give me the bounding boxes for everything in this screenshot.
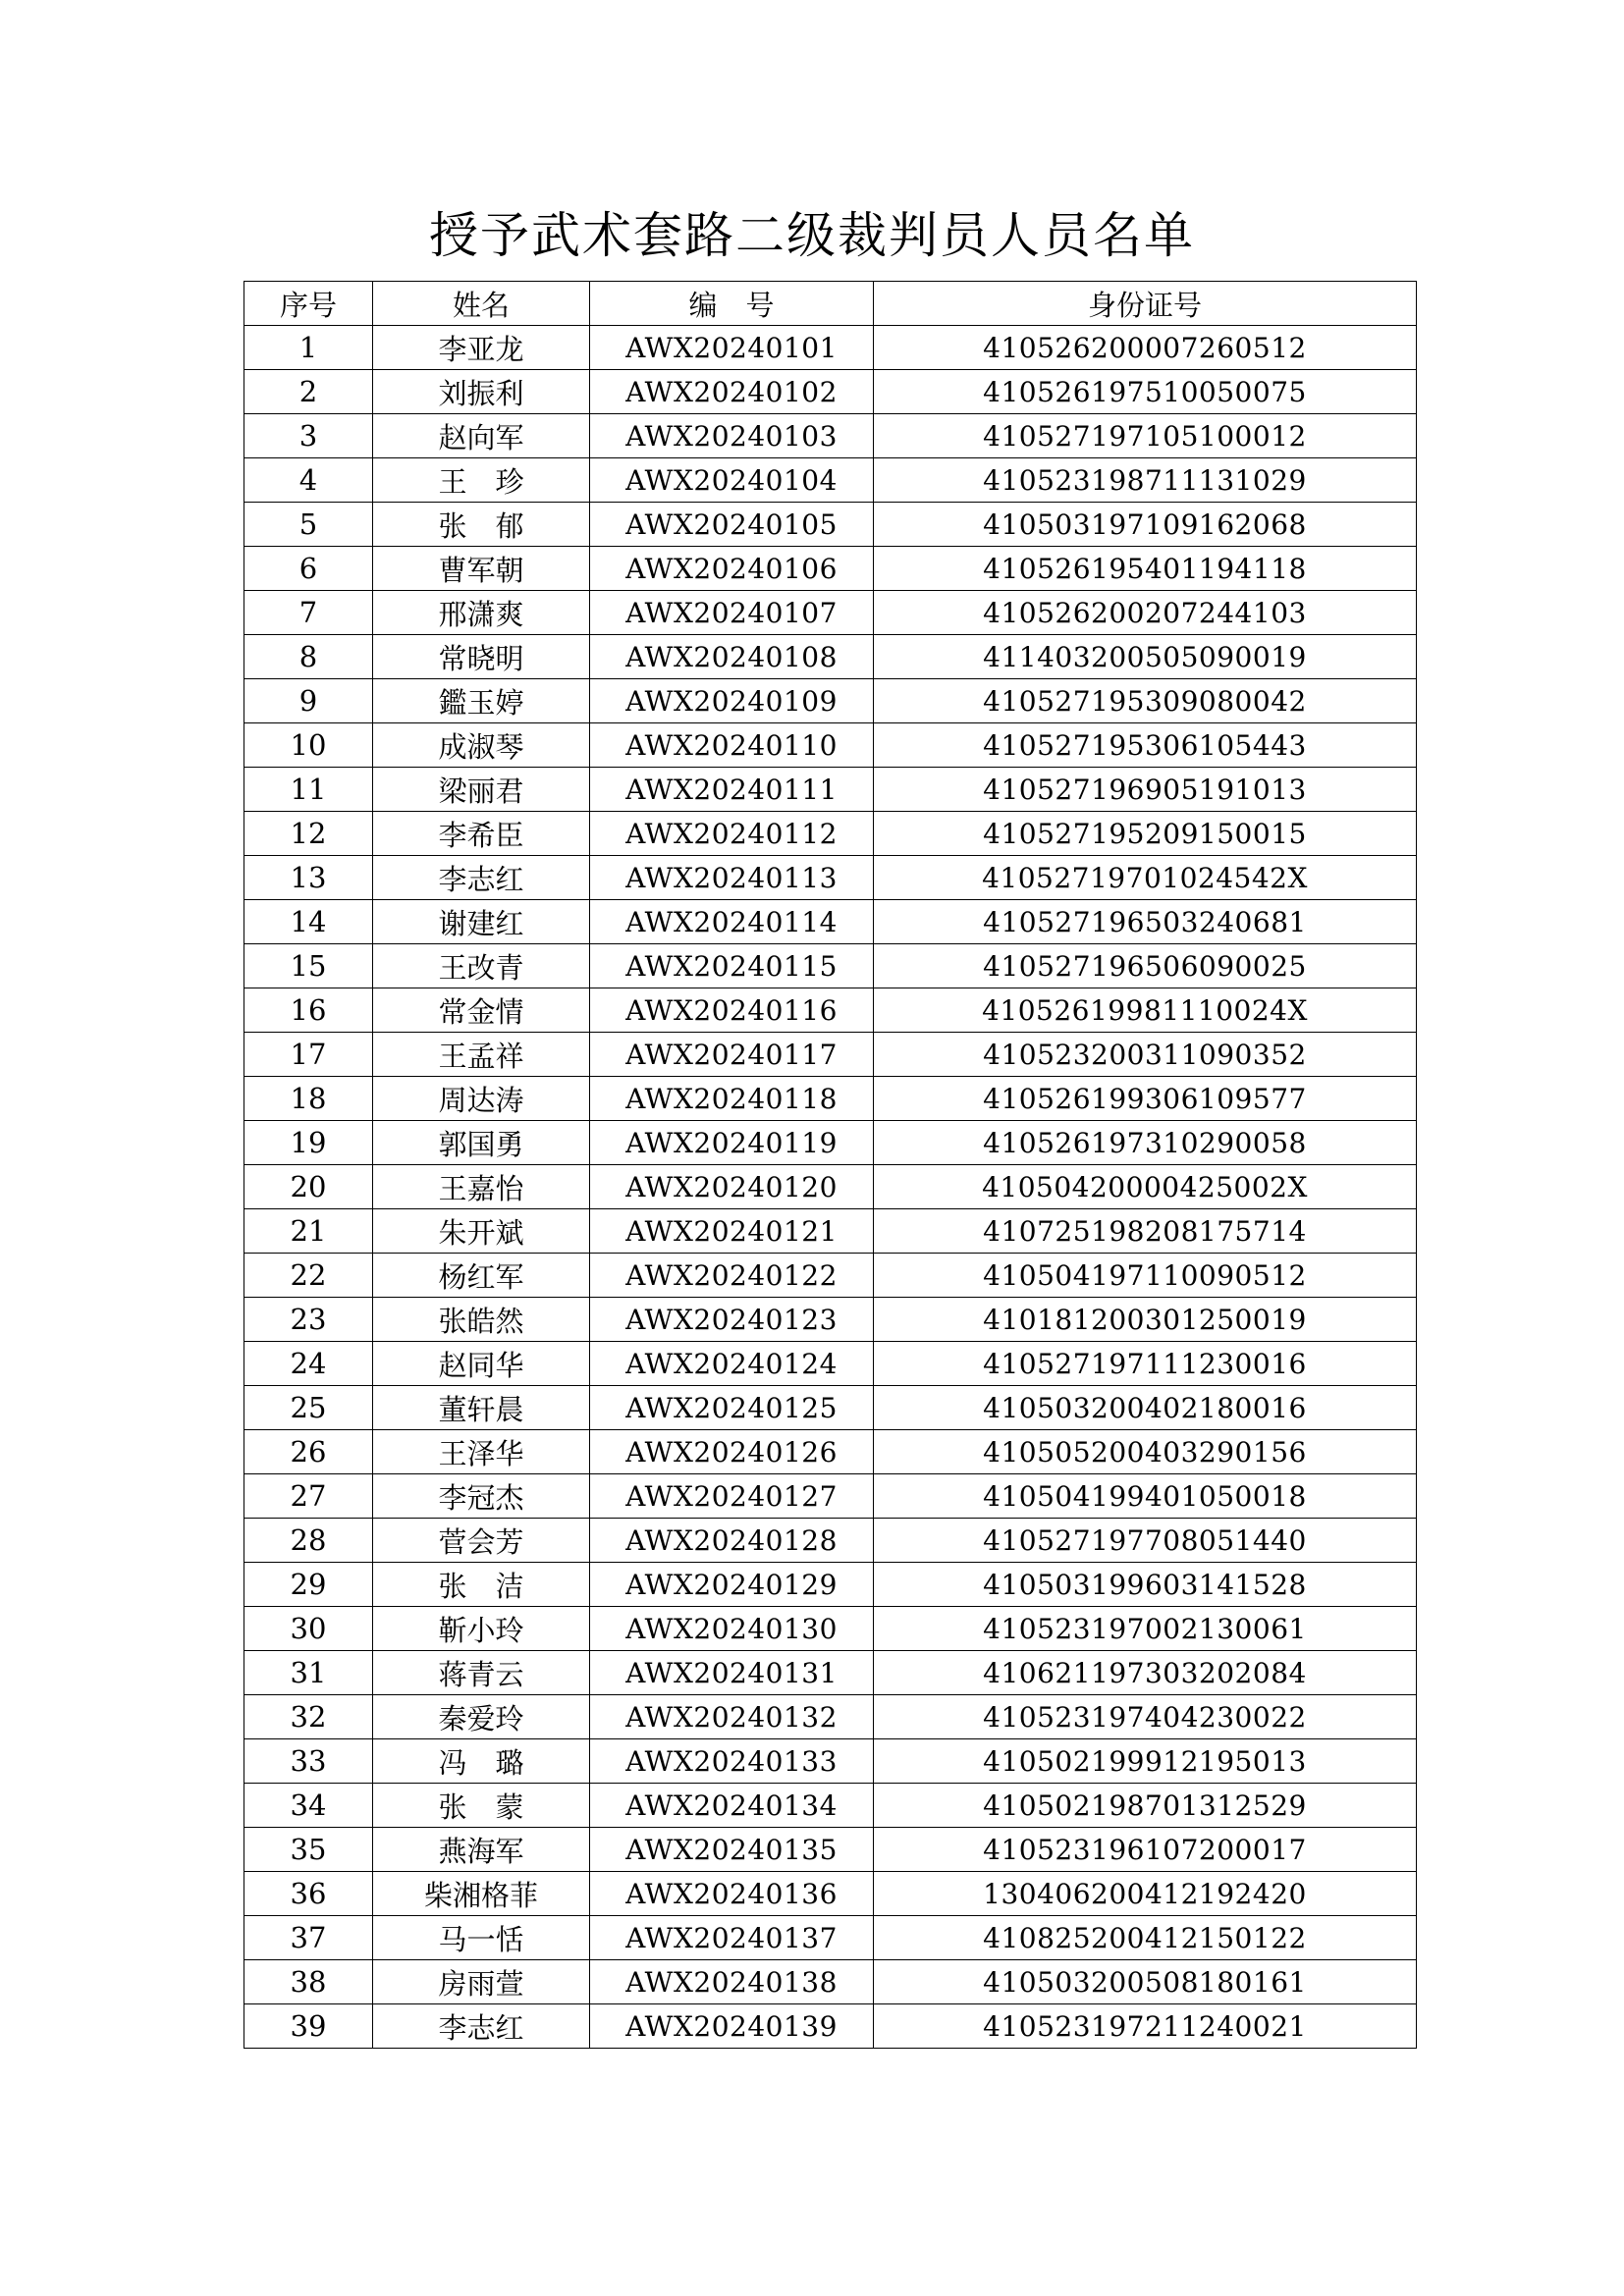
code-cell: AWX20240103 [590,414,874,458]
name-cell: 杨红军 [373,1254,590,1298]
code-cell: AWX20240121 [590,1209,874,1254]
name-cell: 李亚龙 [373,326,590,370]
id-cell: 410523196107200017 [874,1828,1417,1872]
seq-cell: 8 [244,635,373,679]
seq-cell: 28 [244,1519,373,1563]
id-cell: 410527195209150015 [874,812,1417,856]
name-cell: 周达涛 [373,1077,590,1121]
code-cell: AWX20240125 [590,1386,874,1430]
seq-cell: 20 [244,1165,373,1209]
seq-cell: 14 [244,900,373,944]
seq-cell: 7 [244,591,373,635]
code-cell: AWX20240139 [590,2004,874,2049]
code-cell: AWX20240117 [590,1033,874,1077]
name-cell: 菅会芳 [373,1519,590,1563]
id-cell: 410527197111230016 [874,1342,1417,1386]
table-row [244,326,1417,370]
table-row [244,1916,1417,1960]
table-row [244,2004,1417,2049]
id-cell: 410526195401194118 [874,547,1417,591]
id-cell: 410504197110090512 [874,1254,1417,1298]
code-cell: AWX20240134 [590,1784,874,1828]
code-cell: AWX20240118 [590,1077,874,1121]
seq-cell: 4 [244,458,373,503]
name-cell: 郭国勇 [373,1121,590,1165]
code-cell: AWX20240104 [590,458,874,503]
id-cell: 410526197510050075 [874,370,1417,414]
code-cell: AWX20240115 [590,944,874,988]
code-cell: AWX20240116 [590,988,874,1033]
name-cell: 常金情 [373,988,590,1033]
id-cell: 410527195309080042 [874,679,1417,723]
code-cell: AWX20240110 [590,723,874,768]
seq-cell: 5 [244,503,373,547]
code-cell: AWX20240137 [590,1916,874,1960]
table-row [244,414,1417,458]
id-cell: 410502198701312529 [874,1784,1417,1828]
code-cell: AWX20240106 [590,547,874,591]
table-row [244,1165,1417,1209]
code-cell: AWX20240112 [590,812,874,856]
code-cell: AWX20240126 [590,1430,874,1474]
name-cell: 李希臣 [373,812,590,856]
seq-cell: 16 [244,988,373,1033]
id-cell: 41052619981110024X [874,988,1417,1033]
seq-cell: 39 [244,2004,373,2049]
seq-cell: 17 [244,1033,373,1077]
seq-cell: 37 [244,1916,373,1960]
id-cell: 410725198208175714 [874,1209,1417,1254]
id-cell: 130406200412192420 [874,1872,1417,1916]
name-cell: 常晓明 [373,635,590,679]
id-cell: 410526197310290058 [874,1121,1417,1165]
name-cell: 朱开斌 [373,1209,590,1254]
name-cell: 王嘉怡 [373,1165,590,1209]
id-cell: 410502199912195013 [874,1739,1417,1784]
header-code: 编 号 [590,282,874,326]
id-cell: 410526200207244103 [874,591,1417,635]
table-row [244,1519,1417,1563]
name-cell: 鑑玉婷 [373,679,590,723]
code-cell: AWX20240108 [590,635,874,679]
id-cell: 410526199306109577 [874,1077,1417,1121]
code-cell: AWX20240128 [590,1519,874,1563]
table-row [244,900,1417,944]
id-cell: 41052719701024542X [874,856,1417,900]
name-cell: 燕海军 [373,1828,590,1872]
name-cell: 王改青 [373,944,590,988]
seq-cell: 29 [244,1563,373,1607]
name-cell: 靳小玲 [373,1607,590,1651]
id-cell: 410527195306105443 [874,723,1417,768]
header-seq: 序号 [244,282,373,326]
code-cell: AWX20240111 [590,768,874,812]
table-row [244,1651,1417,1695]
id-cell: 410526200007260512 [874,326,1417,370]
table-row [244,988,1417,1033]
table-row [244,1872,1417,1916]
name-cell: 董轩晨 [373,1386,590,1430]
id-cell: 410523200311090352 [874,1033,1417,1077]
name-cell: 赵向军 [373,414,590,458]
table-row [244,944,1417,988]
id-cell: 410527196503240681 [874,900,1417,944]
code-cell: AWX20240130 [590,1607,874,1651]
table-row [244,1121,1417,1165]
name-cell: 张 郁 [373,503,590,547]
name-cell: 柴湘格菲 [373,1872,590,1916]
table-row [244,370,1417,414]
code-cell: AWX20240129 [590,1563,874,1607]
seq-cell: 32 [244,1695,373,1739]
name-cell: 赵同华 [373,1342,590,1386]
id-cell: 410523198711131029 [874,458,1417,503]
code-cell: AWX20240109 [590,679,874,723]
id-cell: 410504199401050018 [874,1474,1417,1519]
name-cell: 蒋青云 [373,1651,590,1695]
code-cell: AWX20240102 [590,370,874,414]
table-row [244,1386,1417,1430]
table-row [244,1254,1417,1298]
table-row [244,812,1417,856]
id-cell: 410527197708051440 [874,1519,1417,1563]
seq-cell: 21 [244,1209,373,1254]
name-cell: 秦爱玲 [373,1695,590,1739]
code-cell: AWX20240135 [590,1828,874,1872]
id-cell: 411403200505090019 [874,635,1417,679]
name-cell: 李冠杰 [373,1474,590,1519]
code-cell: AWX20240101 [590,326,874,370]
table-row [244,1607,1417,1651]
name-cell: 李志红 [373,856,590,900]
code-cell: AWX20240107 [590,591,874,635]
name-cell: 谢建红 [373,900,590,944]
referee-roster-table [244,281,1417,2049]
name-cell: 邢潇爽 [373,591,590,635]
code-cell: AWX20240132 [590,1695,874,1739]
seq-cell: 22 [244,1254,373,1298]
seq-cell: 34 [244,1784,373,1828]
name-cell: 梁丽君 [373,768,590,812]
id-cell: 41050420000425002X [874,1165,1417,1209]
seq-cell: 1 [244,326,373,370]
id-cell: 410621197303202084 [874,1651,1417,1695]
table-row [244,1828,1417,1872]
name-cell: 张皓然 [373,1298,590,1342]
id-cell: 410523197002130061 [874,1607,1417,1651]
seq-cell: 38 [244,1960,373,2004]
seq-cell: 12 [244,812,373,856]
seq-cell: 10 [244,723,373,768]
id-cell: 410503197109162068 [874,503,1417,547]
code-cell: AWX20240120 [590,1165,874,1209]
name-cell: 王泽华 [373,1430,590,1474]
code-cell: AWX20240131 [590,1651,874,1695]
id-cell: 410503199603141528 [874,1563,1417,1607]
table-row [244,1298,1417,1342]
id-cell: 410825200412150122 [874,1916,1417,1960]
id-cell: 410523197404230022 [874,1695,1417,1739]
table-row [244,679,1417,723]
table-row [244,1960,1417,2004]
table-row [244,856,1417,900]
id-cell: 410523197211240021 [874,2004,1417,2049]
table-row [244,723,1417,768]
id-cell: 410527196905191013 [874,768,1417,812]
seq-cell: 27 [244,1474,373,1519]
name-cell: 冯 璐 [373,1739,590,1784]
code-cell: AWX20240123 [590,1298,874,1342]
id-cell: 410503200508180161 [874,1960,1417,2004]
id-cell: 410503200402180016 [874,1386,1417,1430]
seq-cell: 24 [244,1342,373,1386]
name-cell: 成淑琴 [373,723,590,768]
seq-cell: 23 [244,1298,373,1342]
code-cell: AWX20240127 [590,1474,874,1519]
table-body [244,326,1417,2049]
name-cell: 马一恬 [373,1916,590,1960]
code-cell: AWX20240138 [590,1960,874,2004]
name-cell: 曹军朝 [373,547,590,591]
name-cell: 张 蒙 [373,1784,590,1828]
seq-cell: 6 [244,547,373,591]
id-cell: 410527197105100012 [874,414,1417,458]
table-row [244,1784,1417,1828]
table-row [244,1739,1417,1784]
code-cell: AWX20240136 [590,1872,874,1916]
seq-cell: 36 [244,1872,373,1916]
table-row [244,547,1417,591]
code-cell: AWX20240122 [590,1254,874,1298]
id-cell: 410527196506090025 [874,944,1417,988]
page-title: 授予武术套路二级裁判员人员名单 [429,207,1195,264]
table-row [244,1695,1417,1739]
header-name: 姓名 [373,282,590,326]
seq-cell: 2 [244,370,373,414]
seq-cell: 33 [244,1739,373,1784]
header-id-number: 身份证号 [874,282,1417,326]
table-row [244,591,1417,635]
code-cell: AWX20240124 [590,1342,874,1386]
seq-cell: 11 [244,768,373,812]
code-cell: AWX20240119 [590,1121,874,1165]
code-cell: AWX20240133 [590,1739,874,1784]
table-row [244,635,1417,679]
table-row [244,768,1417,812]
table-row [244,1077,1417,1121]
code-cell: AWX20240105 [590,503,874,547]
seq-cell: 25 [244,1386,373,1430]
seq-cell: 9 [244,679,373,723]
code-cell: AWX20240114 [590,900,874,944]
name-cell: 刘振利 [373,370,590,414]
seq-cell: 31 [244,1651,373,1695]
table-row [244,503,1417,547]
table-row [244,1563,1417,1607]
code-cell: AWX20240113 [590,856,874,900]
seq-cell: 18 [244,1077,373,1121]
table-row [244,458,1417,503]
name-cell: 王 珍 [373,458,590,503]
seq-cell: 30 [244,1607,373,1651]
seq-cell: 13 [244,856,373,900]
table-row [244,1474,1417,1519]
name-cell: 王孟祥 [373,1033,590,1077]
table-row [244,1430,1417,1474]
name-cell: 房雨萱 [373,1960,590,2004]
seq-cell: 15 [244,944,373,988]
id-cell: 410181200301250019 [874,1298,1417,1342]
table-row [244,1033,1417,1077]
table-row [244,1342,1417,1386]
table-row [244,1209,1417,1254]
id-cell: 410505200403290156 [874,1430,1417,1474]
seq-cell: 35 [244,1828,373,1872]
seq-cell: 26 [244,1430,373,1474]
seq-cell: 19 [244,1121,373,1165]
table-header-row [244,282,1417,326]
name-cell: 李志红 [373,2004,590,2049]
name-cell: 张 洁 [373,1563,590,1607]
seq-cell: 3 [244,414,373,458]
